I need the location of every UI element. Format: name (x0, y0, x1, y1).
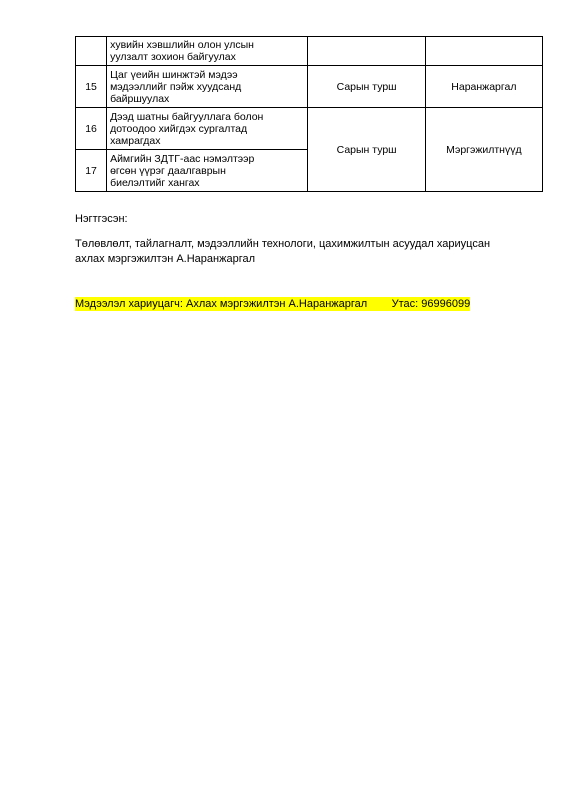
checked-by-line: ахлах мэргэжилтэн А.Наранжаргал (75, 253, 255, 265)
task-responsible (425, 37, 542, 66)
task-line: өгсөн үүрэг даалгаврын (110, 164, 226, 177)
task-line: биелэлтийг хангах (110, 176, 200, 189)
task-line: Цаг үеийн шинжтэй мэдээ (110, 68, 238, 81)
table-row (76, 66, 543, 108)
checked-by-line: Төлөвлөлт, тайлагналт, мэдээллийн технологи, цахимжилтын асуудал хариуцсан (75, 238, 491, 250)
task-line: дотоодоо хийгдэх сургалтад (110, 122, 248, 135)
row-number: 16 (76, 108, 107, 150)
contact-spacer (367, 297, 391, 311)
row-number (76, 37, 107, 66)
task-line: уулзалт зохион байгуулах (110, 51, 236, 63)
checked-label: Нэгтгэсэн: (75, 213, 128, 225)
task-description (107, 37, 308, 66)
table-row (76, 37, 543, 66)
task-line: байршуулах (110, 92, 170, 105)
task-period: Сарын турш (308, 108, 425, 192)
contact-line (75, 297, 470, 312)
task-description (107, 66, 308, 108)
row-number: 15 (76, 66, 107, 108)
task-line: Аймгийн ЗДТГ-аас нэмэлтээр (110, 152, 255, 165)
task-line: хамрагдах (110, 134, 161, 147)
task-period: Сарын турш (308, 66, 425, 108)
task-line: мэдээллийг пэйж хуудсанд (110, 80, 242, 93)
task-responsible: Наранжаргал (425, 66, 542, 108)
task-period (308, 37, 425, 66)
contact-person: Мэдээлэл хариуцагч: Ахлах мэргэжилтэн А.Наранжаргал (75, 298, 368, 310)
contact-phone: Утас: 96996099 (391, 298, 471, 310)
task-responsible: Мэргэжилтнүүд (425, 108, 542, 192)
task-line: хувийн хэвшлийн олон улсын (110, 39, 254, 51)
row-number: 17 (76, 150, 107, 192)
task-description (107, 108, 308, 150)
table-row (76, 108, 543, 150)
task-line: Дээд шатны байгууллага болон (110, 110, 264, 123)
task-table (75, 36, 543, 192)
task-description (107, 150, 308, 192)
